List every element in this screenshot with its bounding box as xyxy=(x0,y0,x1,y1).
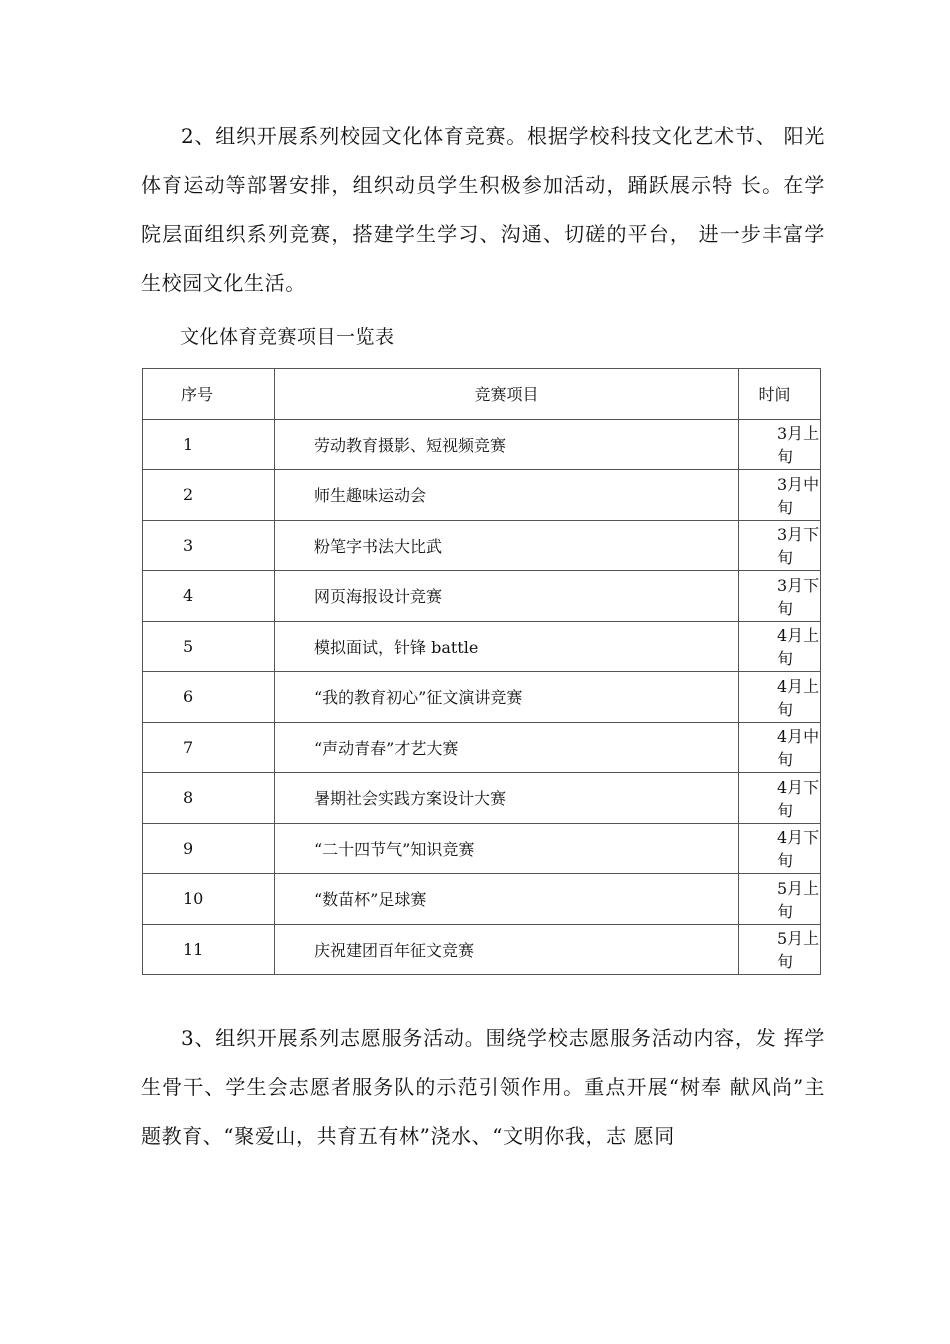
row-no: 8 xyxy=(143,773,275,824)
row-time: 4月中旬 xyxy=(739,722,821,773)
row-no: 1 xyxy=(143,419,275,470)
row-no: 10 xyxy=(143,874,275,925)
row-time: 5月上旬 xyxy=(739,924,821,975)
row-no: 2 xyxy=(143,470,275,521)
row-name: “我的教育初心”征文演讲竞赛 xyxy=(275,672,739,723)
row-name: 暑期社会实践方案设计大赛 xyxy=(275,773,739,824)
row-name: 粉笔字书法大比武 xyxy=(275,520,739,571)
header-time: 时间 xyxy=(739,369,821,420)
row-name: 劳动教育摄影、短视频竞赛 xyxy=(275,419,739,470)
row-time: 5月上旬 xyxy=(739,874,821,925)
table-row xyxy=(143,672,821,723)
paragraph-3: 3、组织开展系列志愿服务活动。围绕学校志愿服务活动内容，发 挥学生骨干、学生会志愿者服务队的示范引领作用。重点开展“树奉 献风尚”主题教育、“聚爱山，共育五有林”浇水、“文明你我，志 愿同 xyxy=(141,1026,825,1148)
table-row xyxy=(143,470,821,521)
row-no: 11 xyxy=(143,924,275,975)
row-time: 4月下旬 xyxy=(739,773,821,824)
row-name: 模拟面试，针锋 battle xyxy=(275,621,739,672)
row-no: 3 xyxy=(143,520,275,571)
row-time: 3月上旬 xyxy=(739,419,821,470)
row-time: 3月中旬 xyxy=(739,470,821,521)
row-time: 3月下旬 xyxy=(739,520,821,571)
table-row xyxy=(143,773,821,824)
row-name: 师生趣味运动会 xyxy=(275,470,739,521)
table-row xyxy=(143,823,821,874)
row-no: 5 xyxy=(143,621,275,672)
header-name: 竞赛项目 xyxy=(275,369,739,420)
table-row xyxy=(143,924,821,975)
table-header-row xyxy=(143,369,821,420)
row-no: 9 xyxy=(143,823,275,874)
row-no: 7 xyxy=(143,722,275,773)
row-name: “数苗杯”足球赛 xyxy=(275,874,739,925)
row-name: 网页海报设计竞赛 xyxy=(275,571,739,622)
row-time: 4月上旬 xyxy=(739,672,821,723)
contest-table xyxy=(142,368,821,975)
table-row xyxy=(143,571,821,622)
row-time: 4月上旬 xyxy=(739,621,821,672)
table-row xyxy=(143,722,821,773)
table-title: 文化体育竞赛项目一览表 xyxy=(180,326,395,348)
row-no: 4 xyxy=(143,571,275,622)
table-row xyxy=(143,520,821,571)
header-no: 序号 xyxy=(143,369,275,420)
paragraph-2: 2、组织开展系列校园文化体育竞赛。根据学校科技文化艺术节、 阳光体育运动等部署安排，组织动员学生积极参加活动，踊跃展示特 长。在学院层面组织系列竞赛，搭建学生学习、沟通、切磋的平台， 进一步丰富学生校园文化生活。 xyxy=(141,124,825,295)
row-name: “声动青春”才艺大赛 xyxy=(275,722,739,773)
row-name: 庆祝建团百年征文竞赛 xyxy=(275,924,739,975)
row-time: 4月下旬 xyxy=(739,823,821,874)
row-no: 6 xyxy=(143,672,275,723)
row-name: “二十四节气”知识竞赛 xyxy=(275,823,739,874)
row-time: 3月下旬 xyxy=(739,571,821,622)
table-row xyxy=(143,874,821,925)
table-row xyxy=(143,621,821,672)
table-row xyxy=(143,419,821,470)
